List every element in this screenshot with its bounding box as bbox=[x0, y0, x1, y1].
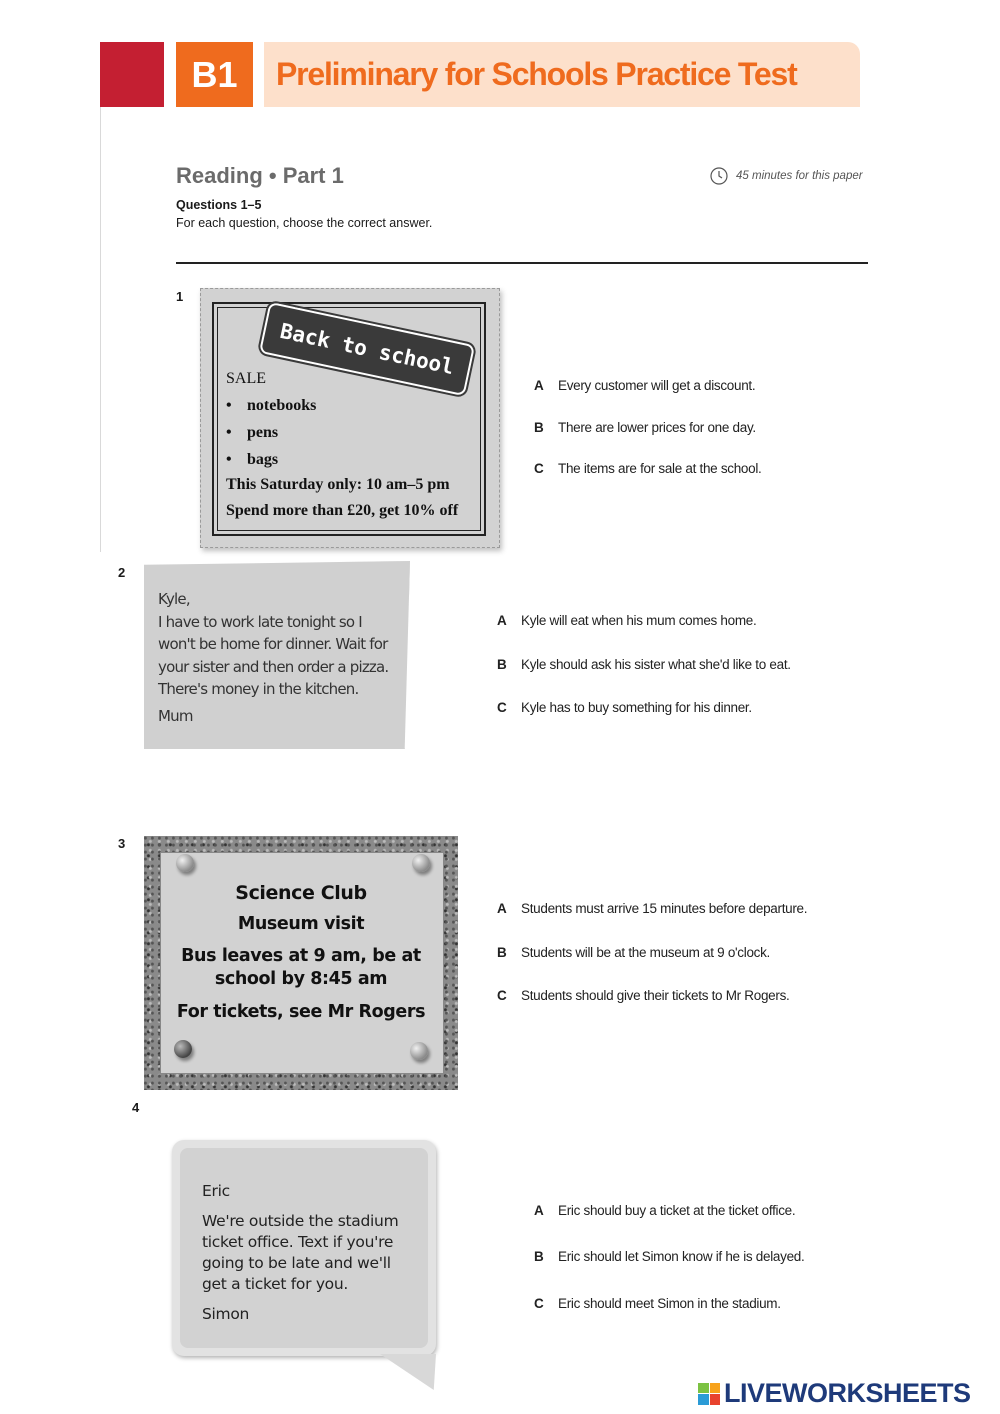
answer-option-4a[interactable] bbox=[534, 1203, 795, 1218]
level-badge: B1 bbox=[176, 42, 253, 107]
answer-option-3a[interactable] bbox=[497, 901, 807, 916]
question-number-1: 1 bbox=[176, 289, 184, 304]
option-text: Eric should meet Simon in the stadium. bbox=[558, 1296, 781, 1311]
page-title: Preliminary for Schools Practice Test bbox=[276, 56, 797, 92]
answer-option-3b[interactable] bbox=[497, 945, 770, 960]
simon-message-text bbox=[202, 1181, 422, 1325]
message-greeting: Eric bbox=[202, 1182, 230, 1200]
option-letter: A bbox=[497, 613, 507, 628]
option-letter: C bbox=[534, 461, 544, 476]
liveworksheets-watermark[interactable] bbox=[698, 1378, 971, 1409]
note-line: won't be home for dinner. Wait for bbox=[158, 635, 388, 653]
message-signoff: Simon bbox=[202, 1305, 250, 1323]
option-text: Students must arrive 15 minutes before departure. bbox=[521, 901, 808, 916]
answer-option-1a[interactable] bbox=[534, 378, 755, 393]
message-line: get a ticket for you. bbox=[202, 1275, 349, 1293]
watermark-text: LIVEWORKSHEETS bbox=[724, 1378, 971, 1408]
option-letter: B bbox=[534, 420, 544, 435]
clock-icon bbox=[710, 167, 728, 185]
answer-option-4c[interactable] bbox=[534, 1296, 781, 1311]
notice-subtitle: Museum visit bbox=[237, 914, 365, 934]
option-text: Eric should let Simon know if he is delayed. bbox=[558, 1249, 805, 1264]
time-note bbox=[710, 167, 863, 185]
option-letter: C bbox=[497, 700, 507, 715]
sale-time: This Saturday only: 10 am–5 pm bbox=[226, 476, 450, 493]
message-line: ticket office. Text if you're bbox=[202, 1233, 394, 1251]
question-number-4: 4 bbox=[132, 1100, 140, 1115]
option-letter: A bbox=[534, 1203, 544, 1218]
notice-line: Bus leaves at 9 am, be at bbox=[181, 946, 421, 966]
answer-option-1c[interactable] bbox=[534, 461, 762, 476]
left-margin-rule bbox=[100, 107, 101, 552]
back-to-school-stamp: Back to school bbox=[259, 302, 475, 397]
answer-option-4b[interactable] bbox=[534, 1249, 804, 1264]
notice-line: For tickets, see Mr Rogers bbox=[176, 1002, 426, 1022]
sale-item-text: notebooks bbox=[247, 397, 317, 414]
sale-item-text: bags bbox=[247, 451, 279, 468]
answer-option-2b[interactable] bbox=[497, 657, 791, 672]
option-text: Eric should buy a ticket at the ticket office. bbox=[558, 1203, 796, 1218]
pushpin-icon bbox=[412, 854, 430, 872]
question-number-3: 3 bbox=[118, 836, 126, 851]
pushpin-icon bbox=[176, 854, 194, 872]
science-club-text bbox=[160, 880, 442, 1024]
option-text: Kyle will eat when his mum comes home. bbox=[521, 613, 757, 628]
sale-heading: SALE bbox=[226, 370, 266, 387]
header-red-block bbox=[100, 42, 164, 107]
option-letter: A bbox=[497, 901, 507, 916]
option-letter: B bbox=[497, 945, 507, 960]
time-note-text: 45 minutes for this paper bbox=[736, 170, 863, 182]
option-text: There are lower prices for one day. bbox=[558, 420, 756, 435]
option-text: Every customer will get a discount. bbox=[558, 378, 756, 393]
notice-line: school by 8:45 am bbox=[214, 969, 388, 989]
pushpin-icon bbox=[410, 1042, 428, 1060]
option-text: Kyle has to buy something for his dinner. bbox=[521, 700, 752, 715]
note-line: There's money in the kitchen. bbox=[158, 680, 359, 698]
instructions: For each question, choose the correct answer. bbox=[176, 216, 433, 230]
note-greeting: Kyle, bbox=[158, 590, 190, 608]
option-text: Students will be at the museum at 9 o'clock. bbox=[521, 945, 771, 960]
option-letter: B bbox=[497, 657, 507, 672]
answer-option-2c[interactable] bbox=[497, 700, 752, 715]
sale-offer: Spend more than £20, get 10% off bbox=[226, 502, 459, 519]
kyle-note-text bbox=[158, 588, 403, 727]
section-title: Reading • Part 1 bbox=[176, 163, 344, 188]
question-number-2: 2 bbox=[118, 565, 126, 580]
option-text: Students should give their tickets to Mr Rogers. bbox=[521, 988, 790, 1003]
sale-item-text: pens bbox=[247, 424, 279, 441]
note-line: your sister and then order a pizza. bbox=[158, 657, 389, 676]
option-letter: C bbox=[497, 988, 507, 1003]
answer-option-2a[interactable] bbox=[497, 613, 756, 628]
option-letter: B bbox=[534, 1249, 544, 1264]
answer-option-1b[interactable] bbox=[534, 420, 756, 435]
sale-item: • bags bbox=[226, 451, 279, 468]
notice-title: Science Club bbox=[235, 882, 367, 904]
message-line: We're outside the stadium bbox=[202, 1212, 399, 1230]
option-text: The items are for sale at the school. bbox=[558, 461, 762, 476]
note-line: I have to work late tonight so I bbox=[158, 612, 362, 631]
section-divider bbox=[176, 262, 868, 264]
option-text: Kyle should ask his sister what she'd like to eat. bbox=[521, 657, 791, 672]
option-letter: C bbox=[534, 1296, 544, 1311]
answer-option-3c[interactable] bbox=[497, 988, 789, 1003]
speech-bubble-tail bbox=[380, 1354, 436, 1390]
option-letter: A bbox=[534, 378, 544, 393]
liveworksheets-logo-icon bbox=[698, 1383, 720, 1405]
sale-item: • pens bbox=[226, 424, 279, 441]
questions-range: Questions 1–5 bbox=[176, 198, 262, 212]
sale-item: • notebooks bbox=[226, 397, 317, 414]
message-line: going to be late and we'll bbox=[202, 1254, 391, 1272]
pushpin-icon bbox=[174, 1040, 192, 1058]
note-signoff: Mum bbox=[158, 706, 193, 725]
